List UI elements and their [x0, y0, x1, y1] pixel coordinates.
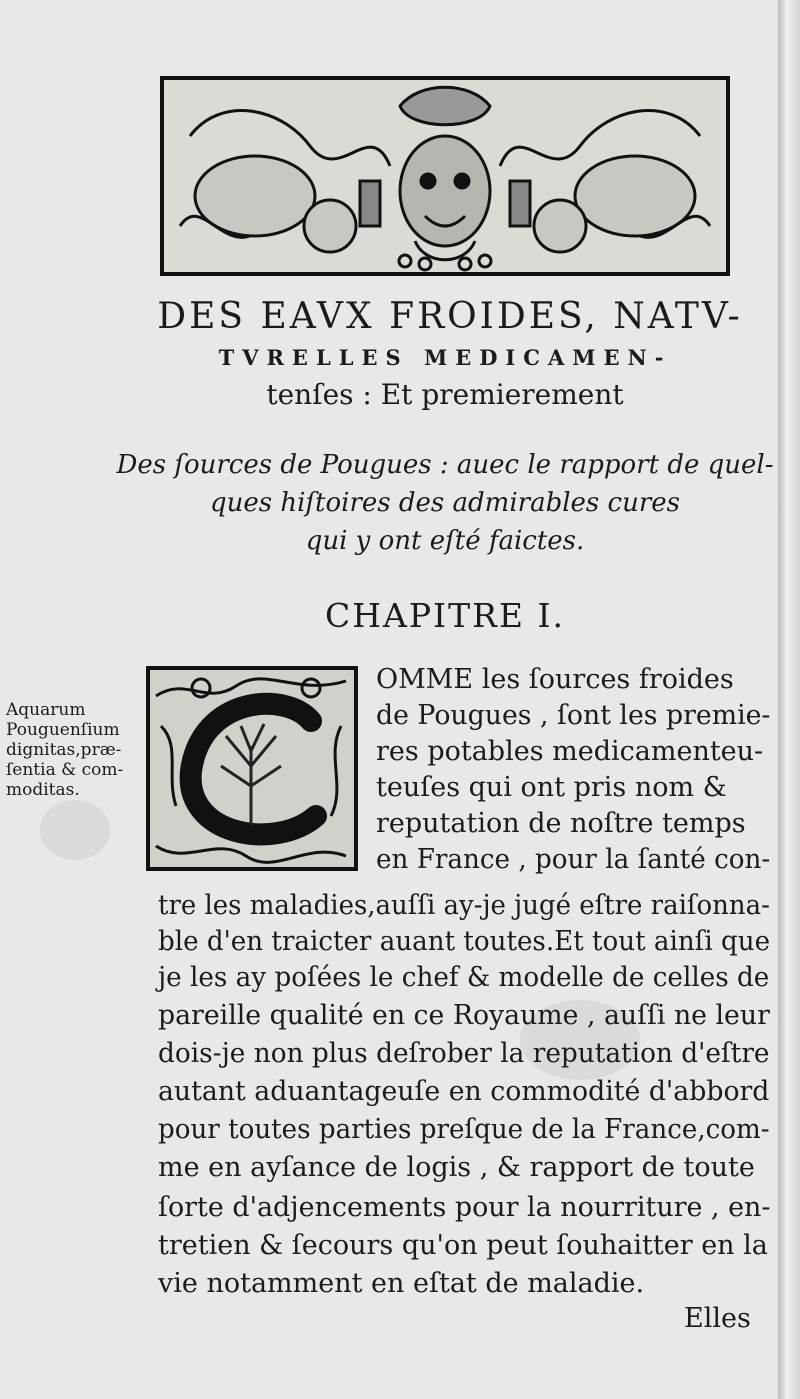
- catchword: Elles: [684, 1303, 751, 1334]
- body-line: ble d'en traicter auant toutes.Et tout ainſi que: [158, 926, 771, 957]
- chapter-heading: CHAPITRE I.: [324, 596, 566, 635]
- body-line: me en ayſance de logis , & rapport de toute: [158, 1152, 755, 1183]
- margin-note-line: ſentia & com-: [6, 760, 124, 780]
- heading-line-2: TVRELLES MEDICAMEN-: [218, 345, 672, 370]
- body-line: OMME les ſources froides: [376, 664, 734, 695]
- heading-line-1: DES EAVX FROIDES, NATV-: [157, 296, 743, 337]
- paper-stain: [40, 800, 110, 860]
- heading-line-3: tenſes : Et premierement: [266, 378, 624, 411]
- body-line: je les ay poſées le chef & modelle de celles de: [158, 962, 770, 993]
- page-gutter: [778, 0, 800, 1399]
- body-line: pareille qualité en ce Royaume , auſſi ne leur: [158, 1000, 770, 1031]
- body-line: en France , pour la ſanté con-: [376, 844, 771, 875]
- subheading-line: ques hiſtoires des admirables cures: [209, 488, 680, 518]
- margin-note-line: moditas.: [6, 780, 80, 800]
- body-line: vie notamment en eſtat de maladie.: [158, 1268, 645, 1299]
- body-line: ſorte d'adjencements pour la nourriture , en-: [158, 1192, 771, 1223]
- body-line: autant aduantageuſe en commodité d'abbord: [158, 1076, 770, 1107]
- body-line: tretien & ſecours qu'on peut ſouhaitter en la: [158, 1230, 768, 1261]
- margin-note: [6, 700, 151, 800]
- margin-note-line: Pouguenſium: [6, 720, 120, 740]
- woodcut-ornament-icon: [160, 76, 730, 276]
- decorated-initial-c-icon: [146, 666, 358, 871]
- margin-note-line: Aquarum: [6, 700, 86, 720]
- subheading-line: qui y ont eſté faictes.: [305, 526, 585, 556]
- body-line: de Pougues , ſont les premie-: [376, 700, 771, 731]
- body-line: tre les maladies,auſſi ay-je jugé eſtre raiſonna-: [158, 890, 770, 921]
- body-line: dois-je non plus deſrober la reputation d'eſtre: [158, 1038, 770, 1069]
- margin-note-line: dignitas,præ-: [6, 740, 122, 760]
- subheading-line: Des ſources de Pougues : auec le rapport de quel-: [116, 450, 774, 480]
- body-line: res potables medicamenteu-: [376, 736, 764, 767]
- body-line: teuſes qui ont pris nom &: [376, 772, 727, 803]
- body-line: pour toutes parties preſque de la France,com-: [158, 1114, 770, 1145]
- body-line: reputation de noſtre temps: [376, 808, 746, 839]
